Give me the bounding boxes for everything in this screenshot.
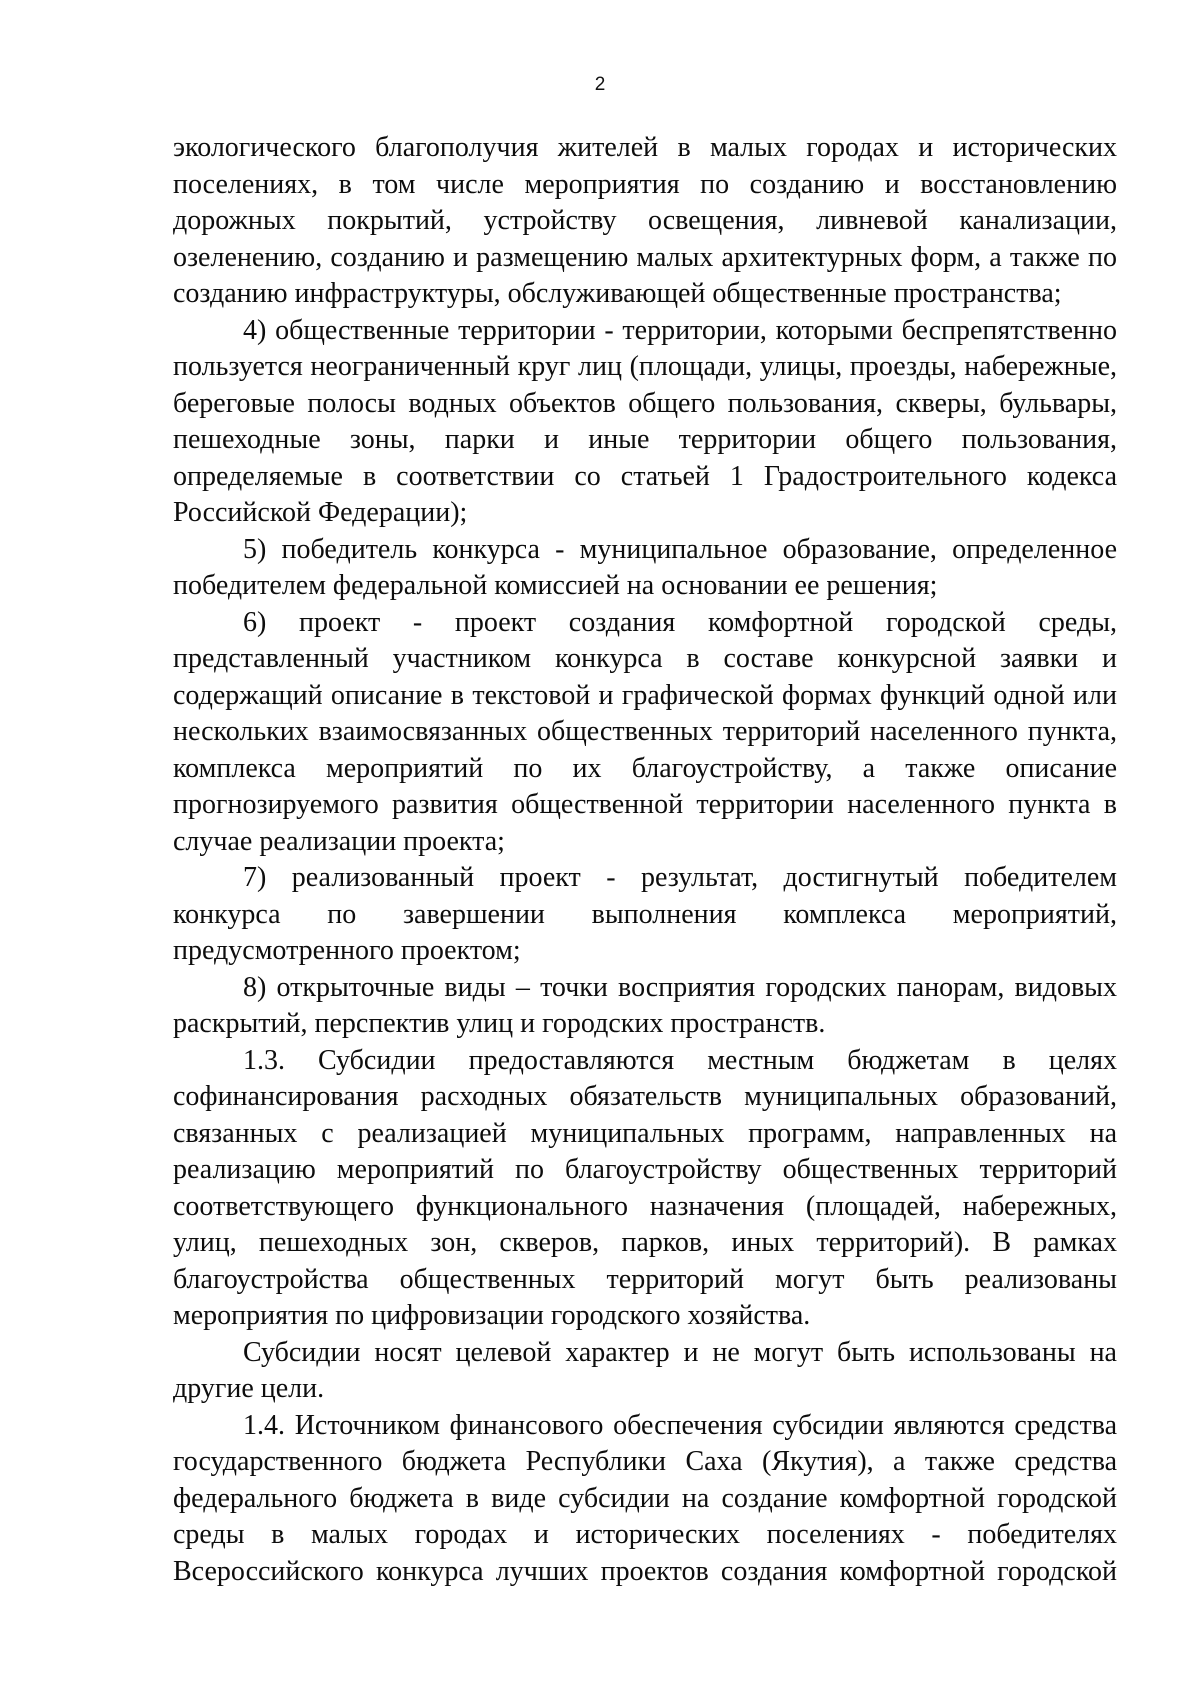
page-number: 2 (594, 74, 606, 95)
paragraph-item-8: 8) открыточные виды – точки восприятия городских панорам, видовых раскрытий, перспектив улиц и городских пространств. (173, 971, 1117, 1039)
paragraph-item-6: 6) проект - проект создания комфортной городской среды, представленный участником конкурса в составе конкурсной заявки и содержащий описание в текстовой и графической формах функций одной или нескольких взаимосвязанных общественных территорий населенного пункта, комплекса мероприятий по их благоустройству, а также описание прогнозируемого развития общественной территории населенного пункта в случае реализации проекта; (173, 606, 1117, 857)
paragraph-subsidies-purpose: Субсидии носят целевой характер и не могут быть использованы на другие цели. (173, 1336, 1117, 1404)
paragraph-continuation: экологического благополучия жителей в малых городах и исторических поселениях, в том числе мероприятия по созданию и восстановлению дорожных покрытий, устройству освещения, ливневой канализации, озеленению, созданию и размещению малых архитектурных форм, а также по созданию инфраструктуры, обслуживающей общественные пространства; (173, 132, 1117, 309)
paragraph-item-7: 7) реализованный проект - результат, достигнутый победителем конкурса по завершении выполнения комплекса мероприятий, предусмотренного проектом; (173, 862, 1117, 966)
paragraph-1-4: 1.4. Источником финансового обеспечения субсидии являются средства государственного бюджета Республики Саха (Якутия), а также средства федерального бюджета в виде субсидии на создание комфортной городской среды в малых городах и исторических поселениях - победителях Всероссийского конкурса лучших проектов создания комфортной городской (173, 1409, 1117, 1587)
paragraph-item-4: 4) общественные территории - территории, которыми беспрепятственно пользуется неограниченный круг лиц (площади, улицы, проезды, набережные, береговые полосы водных объектов общего пользования, скверы, бульвары, пешеходные зоны, парки и иные территории общего пользования, определяемые в соответствии со статьей 1 Градостроительного кодекса Российской Федерации); (173, 314, 1117, 528)
paragraph-item-5: 5) победитель конкурса - муниципальное образование, определенное победителем федеральной комиссией на основании ее решения; (173, 533, 1117, 601)
document-body (173, 130, 1117, 1590)
paragraph-1-3: 1.3. Субсидии предоставляются местным бюджетам в целях софинансирования расходных обязательств муниципальных образований, связанных с реализацией муниципальных программ, направленных на реализацию мероприятий по благоустройству общественных территорий соответствующего функционального назначения (площадей, набережных, улиц, пешеходных зон, скверов, парков, иных территорий). В рамках благоустройства общественных территорий могут быть реализованы мероприятия по цифровизации городского хозяйства. (173, 1044, 1117, 1331)
